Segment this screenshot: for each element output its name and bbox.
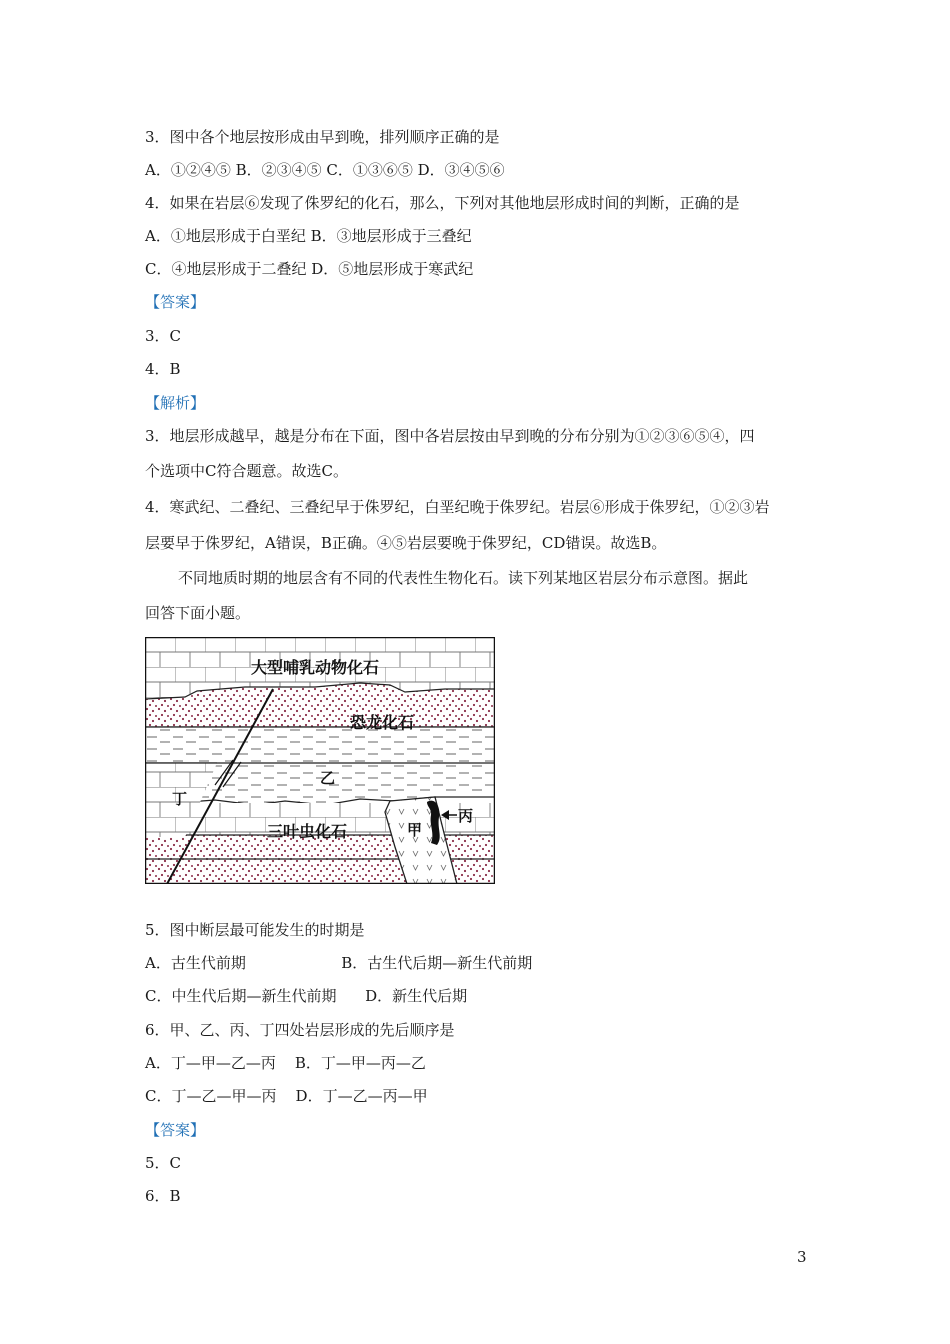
label-dinosaur-fossil: 恐龙化石 bbox=[350, 713, 415, 732]
line-q5: 5．图中断层最可能发生的时期是 bbox=[145, 921, 365, 939]
explanation-4-a: 4．寒武纪、二叠纪、三叠纪早于侏罗纪，白垩纪晚于侏罗纪。岩层⑥形成于侏罗纪，①②③岩 bbox=[145, 498, 770, 516]
explanation-3-b: 个选项中C符合题意。故选C。 bbox=[145, 462, 348, 480]
line-q5-options-cd: C．中生代后期—新生代前期 D．新生代后期 bbox=[145, 987, 468, 1005]
label-jia: 甲 bbox=[407, 821, 423, 839]
line-q4: 4．如果在岩层⑥发现了侏罗纪的化石，那么，下列对其他地层形成时间的判断，正确的是 bbox=[145, 194, 740, 212]
answer-6: 6．B bbox=[145, 1187, 181, 1205]
line-q4-options-ab: A．①地层形成于白垩纪 B．③地层形成于三叠纪 bbox=[145, 227, 472, 245]
line-q6-options-cd: C．丁—乙—甲—丙 D．丁—乙—丙—甲 bbox=[145, 1087, 428, 1105]
label-ding: 丁 bbox=[172, 790, 188, 808]
answer-tag-1: 【答案】 bbox=[145, 293, 206, 311]
rock-strata-diagram bbox=[145, 637, 495, 884]
line-q5-options-ab: A．古生代前期 B．古生代后期—新生代前期 bbox=[145, 954, 533, 972]
label-mammal-fossil: 大型哺乳动物化石 bbox=[251, 658, 380, 677]
line-q6: 6．甲、乙、丙、丁四处岩层形成的先后顺序是 bbox=[145, 1021, 455, 1039]
line-q3: 3．图中各个地层按形成由早到晚，排列顺序正确的是 bbox=[145, 128, 500, 146]
upper-dashed-layer bbox=[145, 727, 495, 763]
answer-4: 4．B bbox=[145, 360, 181, 378]
line-q4-options-cd: C．④地层形成于二叠纪 D．⑤地层形成于寒武纪 bbox=[145, 260, 474, 278]
explanation-4-b: 层要早于侏罗纪，A错误，B正确。④⑤岩层要晚于侏罗纪，CD错误。故选B。 bbox=[145, 534, 667, 552]
label-bing: 丙 bbox=[458, 807, 474, 825]
intro-line-1: 不同地质时期的地层含有不同的代表性生物化石。读下列某地区岩层分布示意图。据此 bbox=[178, 569, 749, 587]
line-q6-options-ab: A．丁—甲—乙—丙 B．丁—甲—丙—乙 bbox=[145, 1054, 426, 1072]
page-number: 3 bbox=[797, 1248, 807, 1266]
intro-line-2: 回答下面小题。 bbox=[145, 604, 251, 622]
answer-5: 5．C bbox=[145, 1154, 182, 1172]
answer-tag-2: 【答案】 bbox=[145, 1121, 206, 1139]
line-q3-options: A．①②④⑤ B．②③④⑤ C．①③⑥⑤ D．③④⑤⑥ bbox=[145, 161, 505, 179]
answer-3: 3．C bbox=[145, 327, 182, 345]
explanation-tag: 【解析】 bbox=[145, 394, 206, 412]
label-yi: 乙 bbox=[320, 769, 336, 787]
explanation-3-a: 3．地层形成越早，越是分布在下面，图中各岩层按由早到晚的分布分别为①②③⑥⑤④，四 bbox=[145, 427, 755, 445]
label-trilobite-fossil: 三叶虫化石 bbox=[267, 822, 348, 841]
